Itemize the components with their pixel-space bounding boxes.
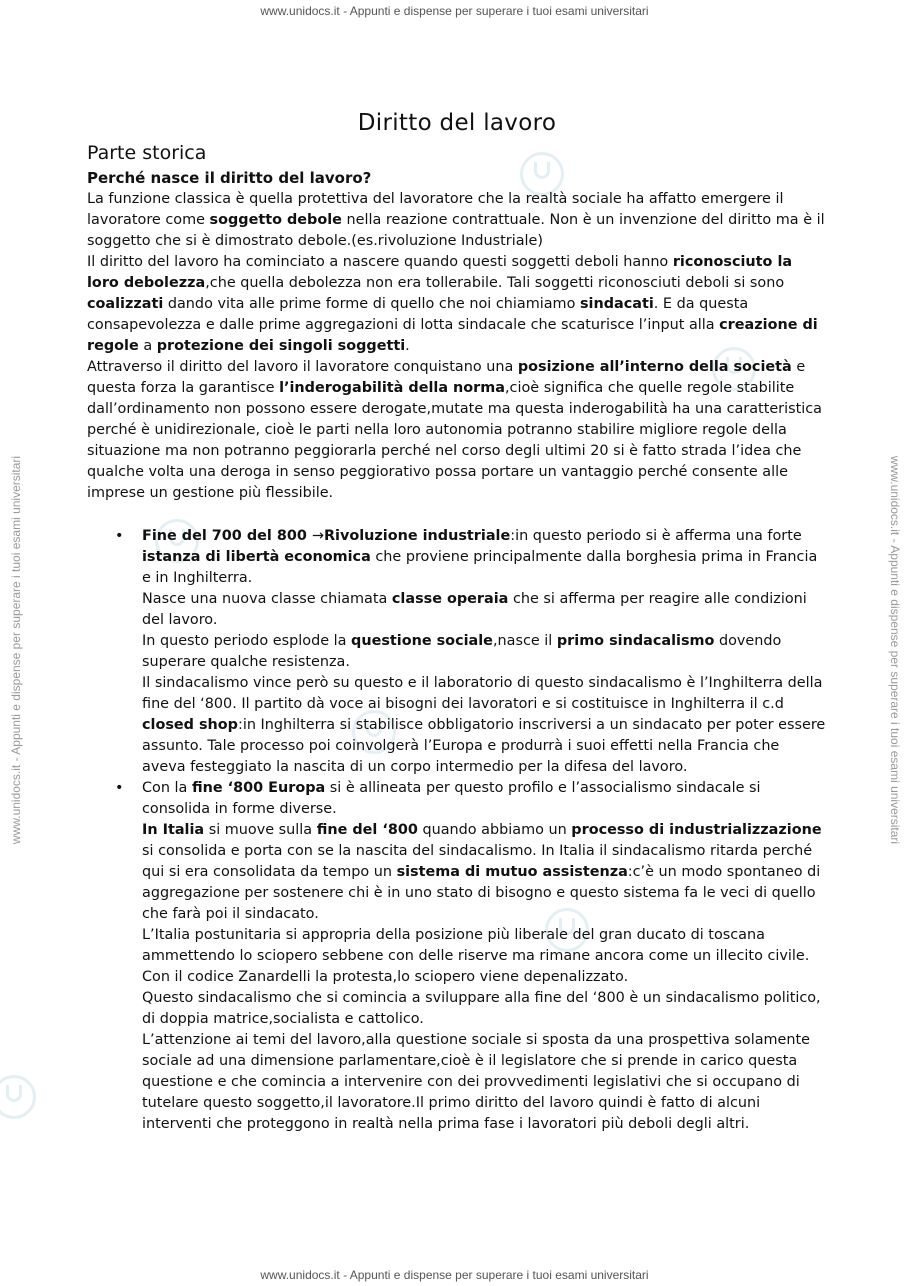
paragraph <box>87 252 827 357</box>
text-run: si muove sulla <box>204 822 317 838</box>
text-run: a <box>138 338 157 354</box>
paragraph <box>142 925 827 988</box>
text-run: Nasce una nuova classe chiamata <box>142 591 392 607</box>
document-page <box>87 110 827 1135</box>
text-run: ,nasce il <box>492 633 557 649</box>
watermark-right: www.unidocs.it - Appunti e dispense per superare i tuoi esami universitari <box>888 455 902 845</box>
bold-text: fine del ‘800 <box>316 822 418 838</box>
bold-text: protezione dei singoli soggetti <box>156 338 406 354</box>
paragraph <box>142 631 827 673</box>
paragraph <box>142 1030 827 1135</box>
text-run: nella reazione contrattuale. Non è un invenzione del diritto ma è il soggetto che si è dimostrato debole.(es.rivoluzione Industriale) <box>87 212 825 249</box>
text-run: Il sindacalismo vince però su questo e il laboratorio di questo sindacalismo è l’Inghilterra della fine del ‘800. Il partito dà voce ai bisogni dei lavoratori e si costituisce in Inghilterra il c.d <box>142 675 823 712</box>
text-run: Questo sindacalismo che si comincia a sviluppare alla fine del ‘800 è un sindacalismo politico, di doppia matrice,socialista e cattolico. <box>142 990 821 1027</box>
text-run: :c’è un modo spontaneo di aggregazione per sostenere chi è in uno stato di bisogno e questo sistema fa le veci di quello che farà poi il sindacato. <box>142 864 821 922</box>
bold-text: In Italia <box>142 822 205 838</box>
bold-text: Fine del 700 del 800 <box>142 528 312 544</box>
watermark-bottom: www.unidocs.it - Appunti e dispense per superare i tuoi esami universitari <box>260 1268 649 1282</box>
paragraph <box>142 988 827 1030</box>
bullet-icon: • <box>115 528 124 544</box>
paragraph <box>142 526 827 589</box>
bold-text: creazione di regole <box>87 317 818 354</box>
bold-text: l’inderogabilità della norma <box>279 380 505 396</box>
text-run: che si afferma per reagire alle condizioni del lavoro. <box>142 591 807 628</box>
text-run: si è allineata per questo profilo e l’associalismo sindacale si consolida in forme diverse. <box>142 780 761 817</box>
bold-text: sistema di mutuo assistenza <box>396 864 628 880</box>
text-run: L’Italia postunitaria si appropria della posizione più liberale del gran ducato di toscana ammettendo lo sciopero sebbene con delle riserve ma rimane ancora come un illecito civile. Con il codice Zanardelli la protesta,lo sciopero viene depenalizzato. <box>142 927 810 985</box>
text-run: L’attenzione ai temi del lavoro,alla questione sociale si sposta da una prospettiva solamente sociale ad una dimensione parlamentare,cioè è il legislatore che si prende in carico questa questione e che comincia a intervenire con dei provvedimenti legislativi che si occupano di tutelare questo soggetto,il lavoratore.Il primo diritto del lavoro quindi è fatto di alcuni interventi che proteggono in realtà nella prima fase i lavoratori più deboli degli altri. <box>142 1032 811 1132</box>
bold-text: istanza di libertà economica <box>142 549 371 565</box>
text-run: che proviene principalmente dalla borghesia prima in Francia e in Inghilterra. <box>142 549 818 586</box>
text-run: ,che quella debolezza non era tollerabile. Tali soggetti riconosciuti deboli si sono <box>205 275 785 291</box>
document-title: Diritto del lavoro <box>357 110 557 136</box>
question-heading: Perché nasce il diritto del lavoro? <box>87 169 372 187</box>
text-run: si consolida e porta con se la nascita del sindacalismo. In Italia il sindacalismo ritarda perché qui si era consolidata da tempo un <box>142 843 813 880</box>
bold-text: questione sociale <box>351 633 493 649</box>
watermark-top: www.unidocs.it - Appunti e dispense per superare i tuoi esami universitari <box>260 4 649 18</box>
text-run: . E da questa consapevolezza e dalle prime aggregazioni di lotta sindacale che scaturisce l’input alla <box>87 296 749 333</box>
section-heading: Parte storica <box>87 142 207 164</box>
text-run: e questa forza la garantisce <box>87 359 806 396</box>
paragraph <box>142 778 827 820</box>
bold-text: primo sindacalismo <box>556 633 715 649</box>
text-run: dando vita alle prime forme di quello che noi chiamiamo <box>163 296 580 312</box>
bold-text: classe operaia <box>391 591 509 607</box>
text-run: . <box>405 338 410 354</box>
bold-text: sindacati <box>579 296 654 312</box>
text-run: In questo periodo esplode la <box>142 633 352 649</box>
paragraph <box>142 589 827 631</box>
paragraph <box>87 189 827 252</box>
text-run: dovendo superare qualche resistenza. <box>142 633 782 670</box>
bold-text: riconosciuto la loro debolezza <box>87 254 793 291</box>
paragraph <box>142 673 827 778</box>
bullet-list <box>87 526 827 1135</box>
text-run: Con la <box>142 780 192 796</box>
watermark-logo-icon <box>0 1075 36 1119</box>
body-paragraphs <box>87 189 827 504</box>
bold-text: coalizzati <box>87 296 164 312</box>
bullet-item <box>87 526 827 778</box>
bold-text: processo di industrializzazione <box>571 822 822 838</box>
text-run: quando abbiamo un <box>417 822 572 838</box>
paragraph <box>142 820 827 925</box>
bold-text: closed shop <box>142 717 238 733</box>
paragraph <box>87 357 827 504</box>
bullet-icon: • <box>115 780 124 796</box>
bullet-item <box>87 778 827 1135</box>
bold-text: soggetto debole <box>209 212 342 228</box>
text-run: :in Inghilterra si stabilisce obbligatorio inscriversi a un sindacato per poter essere assunto. Tale processo poi coinvolgerà l’Europa e produrrà i suoi effetti nella Francia che aveva festeggiato la nascita di un corpo intermedio per la difesa del lavoro. <box>142 717 826 775</box>
watermark-left: www.unidocs.it - Appunti e dispense per superare i tuoi esami universitari <box>9 455 23 845</box>
text-run: Il diritto del lavoro ha cominciato a nascere quando questi soggetti deboli hanno <box>87 254 673 270</box>
bold-text: Rivoluzione industriale <box>323 528 511 544</box>
text-run: → <box>311 528 324 544</box>
text-run: :in questo periodo si è afferma una forte <box>510 528 802 544</box>
text-run: La funzione classica è quella protettiva del lavoratore che la realtà sociale ha affatto emergere il lavoratore come <box>87 191 784 228</box>
bold-text: fine ‘800 Europa <box>191 780 326 796</box>
text-run: Attraverso il diritto del lavoro il lavoratore conquistano una <box>87 359 518 375</box>
bold-text: posizione all’interno della società <box>517 359 792 375</box>
text-run: ,cioè significa che quelle regole stabilite dall’ordinamento non possono essere derogate,mutate ma questa inderogabilità ha una caratteristica perché è unidirezionale, cioè le parti nella loro autonomia potranno stabilire migliore regole della situazione ma non potranno peggiorarla perché nel corso degli ultimi 20 si è fatto strada l’idea che qualche volta una deroga in senso peggiorativo possa portare un vantaggio perché consente alle imprese un gestione più flessibile. <box>87 380 822 501</box>
